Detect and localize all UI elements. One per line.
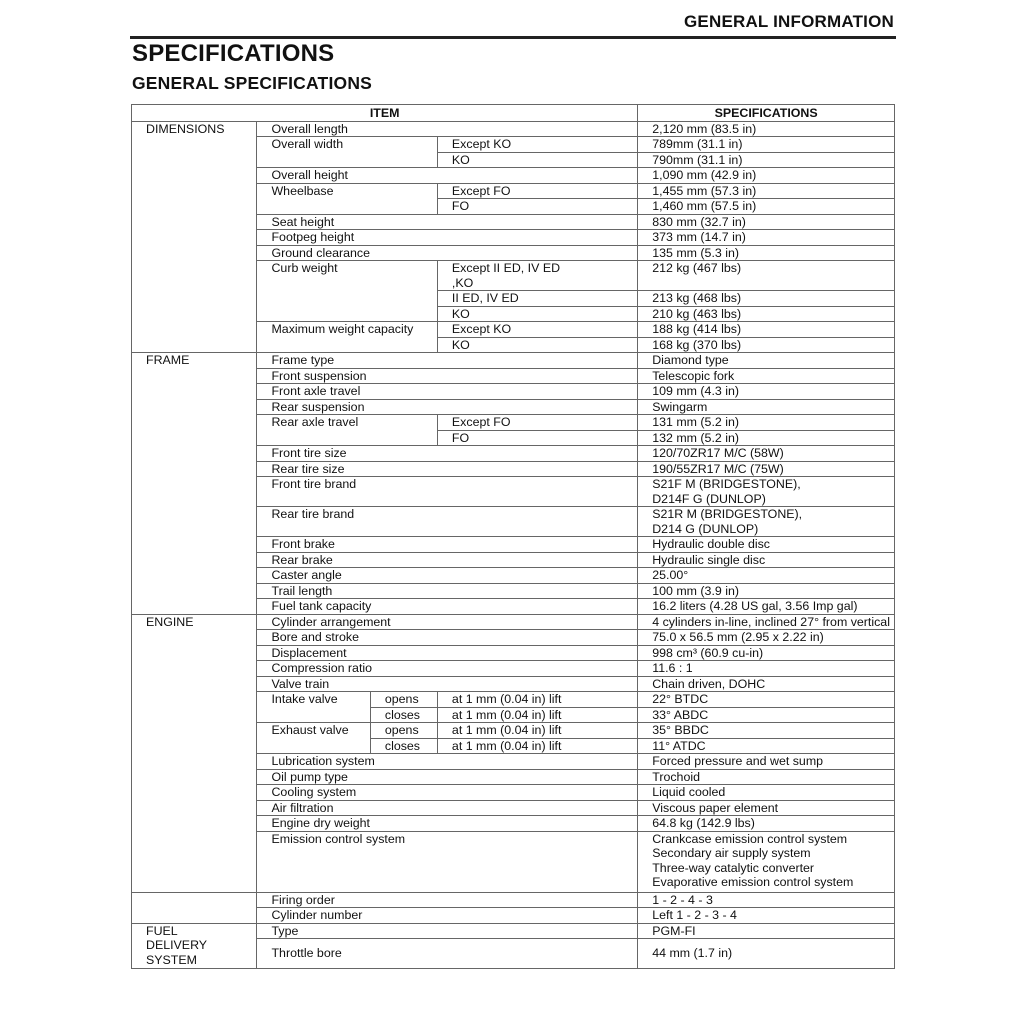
item-cell: Ground clearance [257, 245, 638, 261]
condition-cell: at 1 mm (0.04 in) lift [437, 707, 637, 723]
item-column-header: ITEM [132, 105, 638, 122]
valve-state-cell: closes [370, 707, 437, 723]
item-cell: Displacement [257, 645, 638, 661]
spec-cell: 1 - 2 - 4 - 3 [638, 892, 895, 908]
spec-cell: 210 kg (463 lbs) [638, 306, 895, 322]
spec-cell: 120/70ZR17 M/C (58W) [638, 446, 895, 462]
item-cell: Compression ratio [257, 661, 638, 677]
spec-cell: Diamond type [638, 353, 895, 369]
spec-cell: Viscous paper element [638, 800, 895, 816]
spec-cell: 25.00° [638, 568, 895, 584]
item-cell: Oil pump type [257, 769, 638, 785]
spec-cell: Chain driven, DOHC [638, 676, 895, 692]
spec-column-header: SPECIFICATIONS [638, 105, 895, 122]
item-cell: Front tire brand [257, 477, 638, 507]
category-frame: FRAME [132, 353, 257, 615]
spec-cell: 11.6 : 1 [638, 661, 895, 677]
spec-cell: 1,455 mm (57.3 in) [638, 183, 895, 199]
item-cell: Overall height [257, 168, 638, 184]
spec-cell: 168 kg (370 lbs) [638, 337, 895, 353]
variant-cell: KO [437, 306, 637, 322]
spec-cell: Liquid cooled [638, 785, 895, 801]
spec-cell: 789mm (31.1 in) [638, 137, 895, 153]
item-cell: Fuel tank capacity [257, 599, 638, 615]
variant-cell: Except II ED, IV ED ,KO [437, 261, 637, 291]
item-cell: Front suspension [257, 368, 638, 384]
table-row [132, 353, 895, 369]
item-cell: Front tire size [257, 446, 638, 462]
spec-cell: 790mm (31.1 in) [638, 152, 895, 168]
spec-cell: Trochoid [638, 769, 895, 785]
spec-cell: Hydraulic double disc [638, 537, 895, 553]
spec-cell: 22° BTDC [638, 692, 895, 708]
item-cell: Seat height [257, 214, 638, 230]
item-cell: Front brake [257, 537, 638, 553]
item-cell: Overall width [257, 137, 437, 168]
table-row [132, 892, 895, 908]
spec-cell: 44 mm (1.7 in) [638, 939, 895, 969]
item-cell: Exhaust valve [257, 723, 370, 754]
table-header-row [132, 105, 895, 122]
item-cell: Wheelbase [257, 183, 437, 214]
spec-cell: 2,120 mm (83.5 in) [638, 121, 895, 137]
spec-cell: 64.8 kg (142.9 lbs) [638, 816, 895, 832]
condition-cell: at 1 mm (0.04 in) lift [437, 738, 637, 754]
variant-cell: Except FO [437, 415, 637, 431]
item-cell: Cooling system [257, 785, 638, 801]
table-row [132, 121, 895, 137]
spec-cell: 998 cm³ (60.9 cu-in) [638, 645, 895, 661]
item-cell: Rear suspension [257, 399, 638, 415]
spec-cell: 188 kg (414 lbs) [638, 322, 895, 338]
page-subtitle: GENERAL SPECIFICATIONS [132, 73, 373, 93]
item-cell: Rear tire size [257, 461, 638, 477]
item-cell: Type [257, 923, 638, 939]
item-cell: Cylinder number [257, 908, 638, 924]
category-engine-continued [132, 892, 257, 923]
spec-cell: 373 mm (14.7 in) [638, 230, 895, 246]
item-cell: Air filtration [257, 800, 638, 816]
spec-cell: 190/55ZR17 M/C (75W) [638, 461, 895, 477]
spec-cell: 33° ABDC [638, 707, 895, 723]
page-title: SPECIFICATIONS [132, 40, 335, 67]
variant-cell: KO [437, 337, 637, 353]
condition-cell: at 1 mm (0.04 in) lift [437, 692, 637, 708]
category-fuel-delivery: FUEL DELIVERY SYSTEM [132, 923, 257, 969]
item-cell: Maximum weight capacity [257, 322, 437, 353]
valve-state-cell: closes [370, 738, 437, 754]
condition-cell: at 1 mm (0.04 in) lift [437, 723, 637, 739]
spec-cell: 132 mm (5.2 in) [638, 430, 895, 446]
spec-cell: 830 mm (32.7 in) [638, 214, 895, 230]
item-cell: Rear axle travel [257, 415, 437, 446]
table-row [132, 614, 895, 630]
spec-cell: Telescopic fork [638, 368, 895, 384]
spec-cell: 16.2 liters (4.28 US gal, 3.56 Imp gal) [638, 599, 895, 615]
spec-cell: 131 mm (5.2 in) [638, 415, 895, 431]
spec-cell: Forced pressure and wet sump [638, 754, 895, 770]
valve-state-cell: opens [370, 692, 437, 708]
spec-cell: 213 kg (468 lbs) [638, 291, 895, 307]
item-cell: Front axle travel [257, 384, 638, 400]
header-rule [130, 36, 896, 39]
spec-cell: 35° BBDC [638, 723, 895, 739]
valve-state-cell: opens [370, 723, 437, 739]
variant-cell: FO [437, 430, 637, 446]
item-cell: Frame type [257, 353, 638, 369]
spec-cell: S21R M (BRIDGESTONE), D214 G (DUNLOP) [638, 507, 895, 537]
spec-cell: 109 mm (4.3 in) [638, 384, 895, 400]
item-cell: Curb weight [257, 261, 437, 322]
spec-cell: 135 mm (5.3 in) [638, 245, 895, 261]
item-cell: Overall length [257, 121, 638, 137]
spec-cell: 100 mm (3.9 in) [638, 583, 895, 599]
variant-cell: Except KO [437, 322, 637, 338]
category-dimensions: DIMENSIONS [132, 121, 257, 353]
spec-cell: Left 1 - 2 - 3 - 4 [638, 908, 895, 924]
item-cell: Engine dry weight [257, 816, 638, 832]
item-cell: Firing order [257, 892, 638, 908]
item-cell: Valve train [257, 676, 638, 692]
section-header: GENERAL INFORMATION [684, 12, 894, 31]
table-row [132, 923, 895, 939]
variant-cell: Except FO [437, 183, 637, 199]
spec-cell: 212 kg (467 lbs) [638, 261, 895, 291]
spec-cell: 11° ATDC [638, 738, 895, 754]
item-cell: Caster angle [257, 568, 638, 584]
spec-cell: Crankcase emission control system Secondary air supply system Three-way catalytic converter Evaporative emission control system [638, 831, 895, 892]
item-cell: Lubrication system [257, 754, 638, 770]
spec-cell: PGM-FI [638, 923, 895, 939]
category-engine: ENGINE [132, 614, 257, 892]
item-cell: Cylinder arrangement [257, 614, 638, 630]
spec-cell: 4 cylinders in-line, inclined 27° from vertical [638, 614, 895, 630]
specifications-table [131, 104, 895, 969]
item-cell: Emission control system [257, 831, 638, 892]
item-cell: Bore and stroke [257, 630, 638, 646]
item-cell: Throttle bore [257, 939, 638, 969]
spec-cell: Hydraulic single disc [638, 552, 895, 568]
spec-cell: Swingarm [638, 399, 895, 415]
spec-cell: 1,460 mm (57.5 in) [638, 199, 895, 215]
variant-cell: Except KO [437, 137, 637, 153]
spec-cell: S21F M (BRIDGESTONE), D214F G (DUNLOP) [638, 477, 895, 507]
item-cell: Trail length [257, 583, 638, 599]
variant-cell: II ED, IV ED [437, 291, 637, 307]
item-cell: Rear brake [257, 552, 638, 568]
spec-cell: 1,090 mm (42.9 in) [638, 168, 895, 184]
item-cell: Rear tire brand [257, 507, 638, 537]
item-cell: Intake valve [257, 692, 370, 723]
item-cell: Footpeg height [257, 230, 638, 246]
variant-cell: FO [437, 199, 637, 215]
spec-cell: 75.0 x 56.5 mm (2.95 x 2.22 in) [638, 630, 895, 646]
variant-cell: KO [437, 152, 637, 168]
